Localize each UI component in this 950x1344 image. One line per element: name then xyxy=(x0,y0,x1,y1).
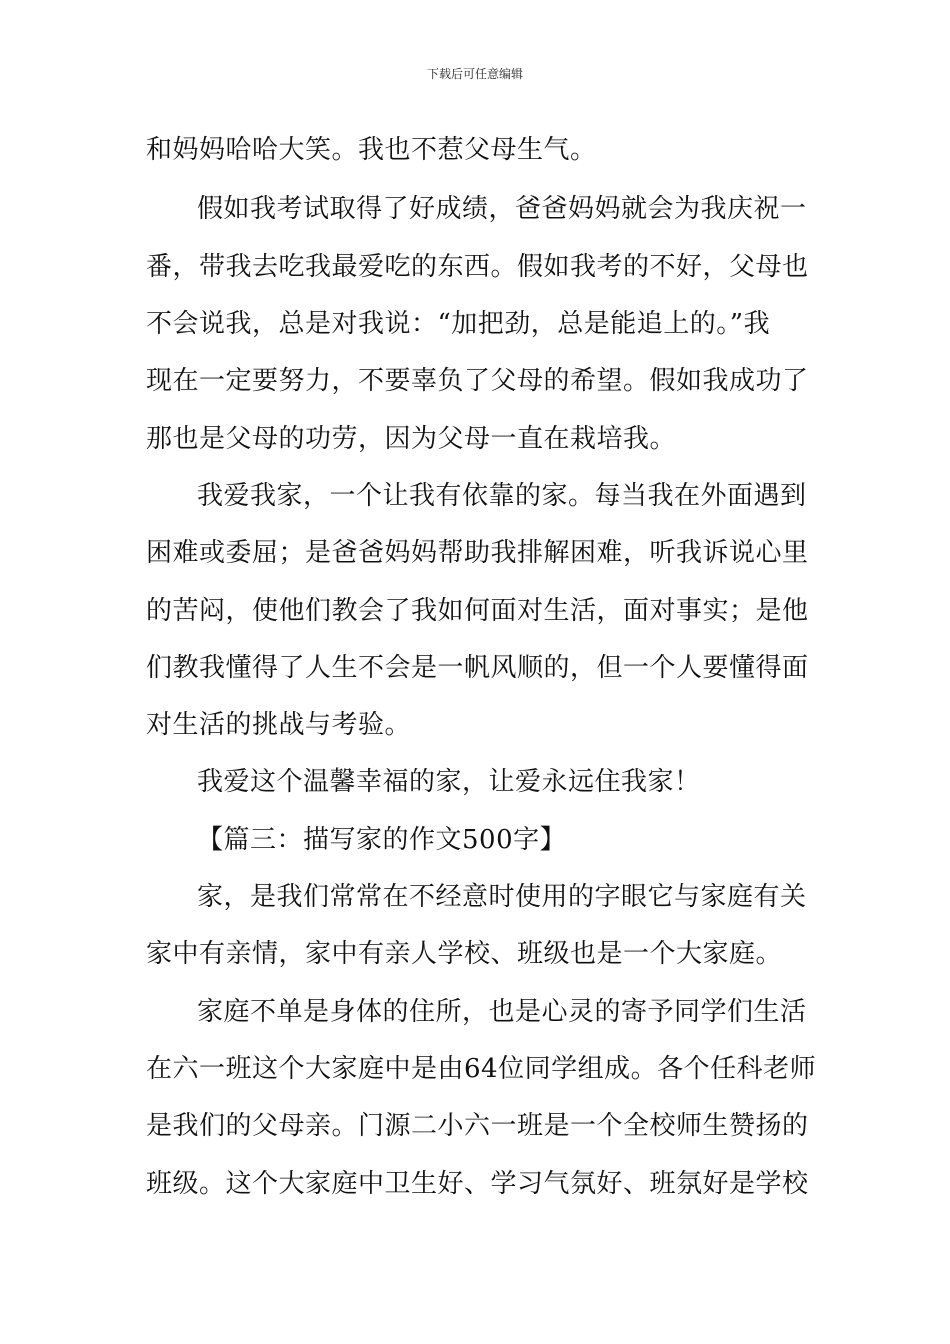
section-heading: 【篇三：描写家的作文500字】 xyxy=(197,825,567,855)
text-line: 的苦闷，使他们教会了我如何面对生活，面对事实；是他 xyxy=(146,596,809,626)
text-line: 们教我懂得了人生不会是一帆风顺的，但一个人要懂得面 xyxy=(146,653,809,683)
text-line: 我爱我家，一个让我有依靠的家。每当我在外面遇到 xyxy=(197,481,807,511)
text-line: 家中有亲情，家中有亲人学校、班级也是一个大家庭。 xyxy=(146,939,783,969)
text-line: 我爱这个温馨幸福的家，让爱永远住我家！ xyxy=(197,767,701,797)
text-line: 是我们的父母亲。门源二小六一班是一个全校师生赞扬的 xyxy=(146,1111,809,1141)
text-line: 假如我考试取得了好成绩，爸爸妈妈就会为我庆祝一 xyxy=(197,194,807,224)
text-line: 和妈妈哈哈大笑。我也不惹父母生气。 xyxy=(146,135,597,165)
text-line: 番，带我去吃我最爱吃的东西。假如我考的不好，父母也 xyxy=(146,252,809,282)
text-line: 班级。这个大家庭中卫生好、学习气氛好、班氛好是学校 xyxy=(146,1169,809,1199)
text-line: 家庭不单是身体的住所，也是心灵的寄予同学们生活 xyxy=(197,997,807,1027)
page-header: 下载后可任意编辑 xyxy=(426,67,523,81)
text-line: 现在一定要努力，不要辜负了父母的希望。假如我成功了 xyxy=(146,366,809,396)
text-line: 那也是父母的功劳，因为父母一直在栽培我。 xyxy=(146,424,677,454)
text-line: 在六一班这个大家庭中是由64位同学组成。各个任科老师 xyxy=(146,1054,817,1084)
text-line: 家，是我们常常在不经意时使用的字眼它与家庭有关 xyxy=(197,882,807,912)
text-line: 困难或委屈；是爸爸妈妈帮助我排解困难，听我诉说心里 xyxy=(146,538,809,568)
text-line: 不会说我，总是对我说：“加把劲，总是能追上的。”我 xyxy=(146,309,771,339)
text-line: 对生活的挑战与考验。 xyxy=(146,710,412,740)
